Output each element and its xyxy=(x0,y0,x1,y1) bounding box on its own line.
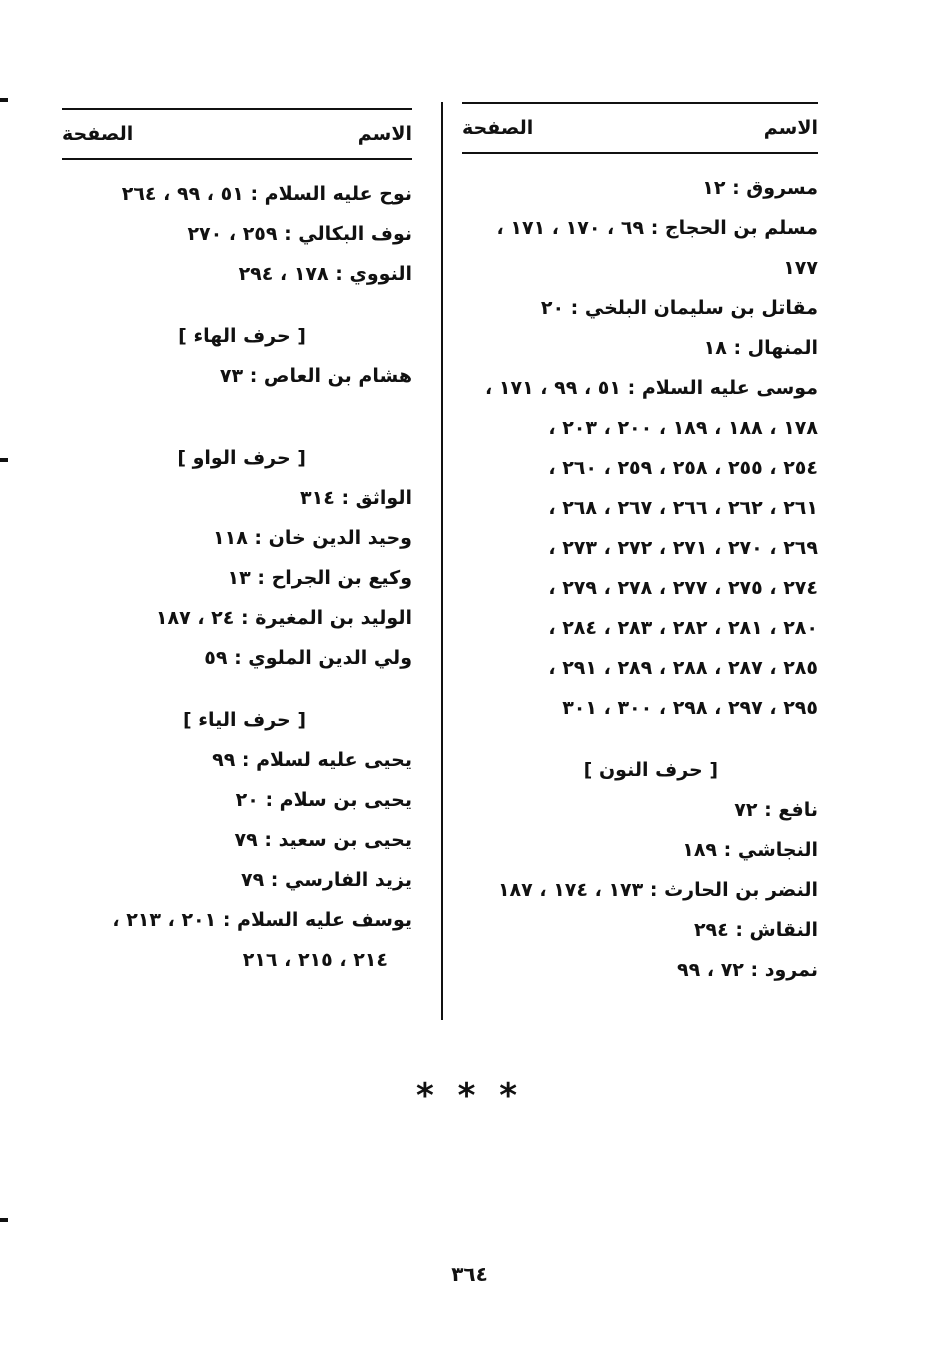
scan-edge-mark xyxy=(0,458,8,462)
section-heading-nun: [ حرف النون ] xyxy=(583,759,718,781)
index-entry-continuation: ٢٨٥ ، ٢٨٧ ، ٢٨٨ ، ٢٨٩ ، ٢٩١ ، xyxy=(548,657,818,679)
index-entry: النقاش : ٢٩٤ xyxy=(693,919,818,941)
name-header: الاسم xyxy=(357,123,412,145)
page-header: الصفحة xyxy=(62,123,134,145)
index-entry: نمرود : ٧٢ ، ٩٩ xyxy=(677,959,818,981)
index-entry: النضر بن الحارث : ١٧٣ ، ١٧٤ ، ١٨٧ xyxy=(497,879,818,901)
index-entry-continuation: ١٧٧ xyxy=(783,257,818,279)
index-entry: الواثق : ٣١٤ xyxy=(300,487,412,509)
column-header xyxy=(462,104,818,152)
index-entry-continuation: ٢٩٥ ، ٢٩٧ ، ٢٩٨ ، ٣٠٠ ، ٣٠١ xyxy=(562,697,818,719)
index-entry: ولي الدين الملوي : ٥٩ xyxy=(204,647,412,669)
right-column xyxy=(462,102,818,990)
index-entry: وكيع بن الجراح : ١٣ xyxy=(227,567,412,589)
index-entry: يحيى بن سعيد : ٧٩ xyxy=(234,829,412,851)
index-entry: وحيد الدين خان : ١١٨ xyxy=(213,527,412,549)
index-entry-continuation: ٢١٤ ، ٢١٥ ، ٢١٦ xyxy=(242,949,388,971)
index-entry: هشام بن العاص : ٧٣ xyxy=(219,365,412,387)
section-heading-ha: [ حرف الهاء ] xyxy=(178,325,306,347)
scan-edge-mark xyxy=(0,1218,8,1222)
index-entry: النجاشي : ١٨٩ xyxy=(682,839,818,861)
entries-list xyxy=(62,160,412,980)
index-entry: موسى عليه السلام : ٥١ ، ٩٩ ، ١٧١ ، xyxy=(485,377,818,399)
index-entry-continuation: ٢٨٠ ، ٢٨١ ، ٢٨٢ ، ٢٨٣ ، ٢٨٤ ، xyxy=(548,617,818,639)
index-entry: مسروق : ١٢ xyxy=(702,177,818,199)
index-entry: مسلم بن الحجاج : ٦٩ ، ١٧٠ ، ١٧١ ، xyxy=(496,217,818,239)
page-number: ٣٦٤ xyxy=(451,1262,488,1286)
index-entry: مقاتل بن سليمان البلخي : ٢٠ xyxy=(540,297,818,319)
page-header: الصفحة xyxy=(462,117,534,139)
index-entry-continuation: ٢٦١ ، ٢٦٢ ، ٢٦٦ ، ٢٦٧ ، ٢٦٨ ، xyxy=(548,497,818,519)
index-entry: نوح عليه السلام : ٥١ ، ٩٩ ، ٢٦٤ xyxy=(121,183,412,205)
section-heading-waw: [ حرف الواو ] xyxy=(177,447,306,469)
scan-edge-mark xyxy=(0,98,8,102)
column-divider xyxy=(441,102,443,1020)
section-heading-ya: [ حرف الياء ] xyxy=(182,709,306,731)
name-header: الاسم xyxy=(763,117,818,139)
index-entry: يحيى بن سلام : ٢٠ xyxy=(235,789,412,811)
index-entry: يحيى عليه لسلام : ٩٩ xyxy=(212,749,412,771)
index-entry-continuation: ١٧٨ ، ١٨٨ ، ١٨٩ ، ٢٠٠ ، ٢٠٣ ، xyxy=(548,417,818,439)
index-entry: يوسف عليه السلام : ٢٠١ ، ٢١٣ ، xyxy=(112,909,412,931)
left-column xyxy=(62,108,412,980)
index-entry-continuation: ٢٥٤ ، ٢٥٥ ، ٢٥٨ ، ٢٥٩ ، ٢٦٠ ، xyxy=(548,457,818,479)
index-entry: النووي : ١٧٨ ، ٢٩٤ xyxy=(238,263,412,285)
index-entry: الوليد بن المغيرة : ٢٤ ، ١٨٧ xyxy=(155,607,412,629)
section-end-stars: * * * xyxy=(415,1076,523,1116)
index-entry: نافع : ٧٢ xyxy=(734,799,818,821)
index-entry: يزيد الفارسي : ٧٩ xyxy=(240,869,412,891)
index-entry-continuation: ٢٧٤ ، ٢٧٥ ، ٢٧٧ ، ٢٧٨ ، ٢٧٩ ، xyxy=(548,577,818,599)
entries-list xyxy=(462,154,818,990)
column-header xyxy=(62,110,412,158)
index-entry: المنهال : ١٨ xyxy=(703,337,818,359)
index-entry-continuation: ٢٦٩ ، ٢٧٠ ، ٢٧١ ، ٢٧٢ ، ٢٧٣ ، xyxy=(548,537,818,559)
index-entry: نوف البكالي : ٢٥٩ ، ٢٧٠ xyxy=(187,223,412,245)
